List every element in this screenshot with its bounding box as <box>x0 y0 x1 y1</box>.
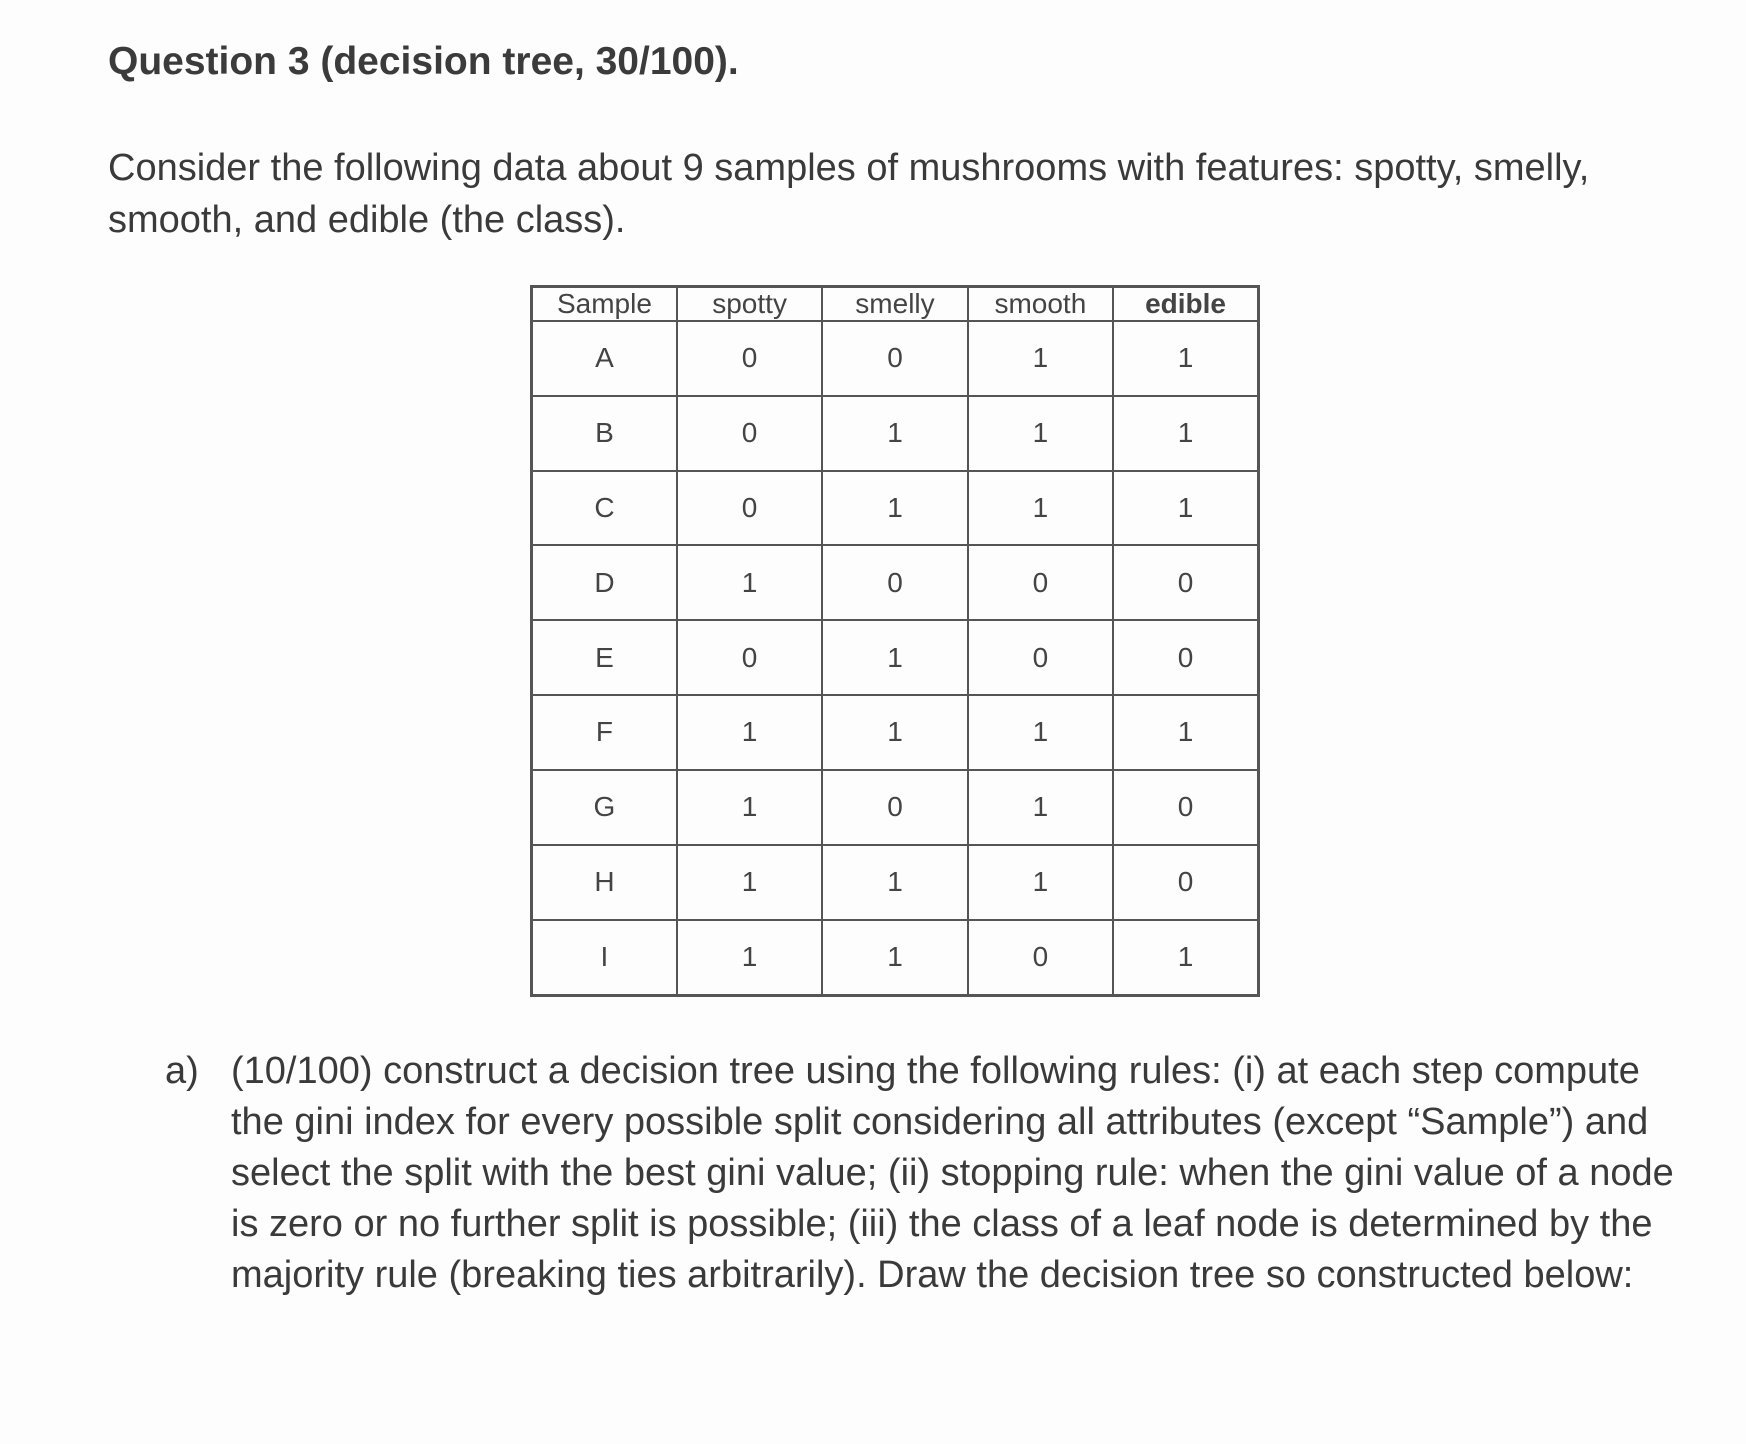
cell-edible: 0 <box>1113 770 1258 845</box>
cell-smelly: 1 <box>822 620 967 695</box>
header-sample: Sample <box>532 287 677 322</box>
table-row <box>532 321 1259 396</box>
cell-sample: I <box>532 920 677 996</box>
cell-smooth: 1 <box>968 695 1113 770</box>
cell-smelly: 0 <box>822 770 967 845</box>
question-title: Question 3 (decision tree, 30/100). <box>108 40 739 83</box>
cell-spotty: 1 <box>677 920 822 996</box>
cell-spotty: 0 <box>677 396 822 471</box>
header-smooth: smooth <box>968 287 1113 322</box>
table-row <box>532 471 1259 546</box>
cell-spotty: 0 <box>677 471 822 546</box>
cell-sample: H <box>532 845 677 920</box>
cell-edible: 0 <box>1113 620 1258 695</box>
table-row <box>532 920 1259 996</box>
cell-smooth: 0 <box>968 620 1113 695</box>
cell-smooth: 0 <box>968 920 1113 996</box>
cell-sample: D <box>532 545 677 620</box>
cell-smooth: 1 <box>968 396 1113 471</box>
cell-smelly: 1 <box>822 396 967 471</box>
cell-smooth: 1 <box>968 471 1113 546</box>
mushroom-data-table <box>530 285 1260 997</box>
cell-smooth: 1 <box>968 845 1113 920</box>
cell-smooth: 1 <box>968 321 1113 396</box>
cell-smelly: 0 <box>822 545 967 620</box>
cell-edible: 1 <box>1113 396 1258 471</box>
table-row <box>532 845 1259 920</box>
cell-spotty: 0 <box>677 321 822 396</box>
cell-spotty: 0 <box>677 620 822 695</box>
cell-sample: C <box>532 471 677 546</box>
cell-smelly: 1 <box>822 695 967 770</box>
cell-sample: E <box>532 620 677 695</box>
table-row <box>532 695 1259 770</box>
cell-sample: G <box>532 770 677 845</box>
cell-sample: B <box>532 396 677 471</box>
cell-smelly: 1 <box>822 920 967 996</box>
cell-edible: 0 <box>1113 545 1258 620</box>
cell-smooth: 1 <box>968 770 1113 845</box>
header-spotty: spotty <box>677 287 822 322</box>
cell-edible: 1 <box>1113 321 1258 396</box>
table-row <box>532 770 1259 845</box>
cell-edible: 1 <box>1113 695 1258 770</box>
question-intro: Consider the following data about 9 samples of mushrooms with features: spotty, smelly, smooth, and edible (the class). <box>108 147 1590 241</box>
cell-sample: A <box>532 321 677 396</box>
header-edible: edible <box>1113 287 1258 322</box>
cell-edible: 0 <box>1113 845 1258 920</box>
part-a-text: (10/100) construct a decision tree using the following rules: (i) at each step compute the gini index for every possible split considering all attributes (except “Sample”) and select the split with the best gini value; (ii) stopping rule: when the gini value of a node is zero or no further split is possible; (iii) the class of a leaf node is determined by the majority rule (breaking ties arbitrarily). Draw the decision tree so constructed below: <box>231 1050 1674 1296</box>
cell-edible: 1 <box>1113 471 1258 546</box>
cell-spotty: 1 <box>677 845 822 920</box>
cell-spotty: 1 <box>677 770 822 845</box>
table-row <box>532 545 1259 620</box>
part-a-label: a) <box>165 1050 199 1092</box>
cell-spotty: 1 <box>677 695 822 770</box>
cell-smooth: 0 <box>968 545 1113 620</box>
table-header-row <box>532 287 1259 322</box>
cell-sample: F <box>532 695 677 770</box>
cell-smelly: 1 <box>822 471 967 546</box>
cell-edible: 1 <box>1113 920 1258 996</box>
table-row <box>532 620 1259 695</box>
cell-spotty: 1 <box>677 545 822 620</box>
cell-smelly: 1 <box>822 845 967 920</box>
header-smelly: smelly <box>822 287 967 322</box>
table-row <box>532 396 1259 471</box>
cell-smelly: 0 <box>822 321 967 396</box>
